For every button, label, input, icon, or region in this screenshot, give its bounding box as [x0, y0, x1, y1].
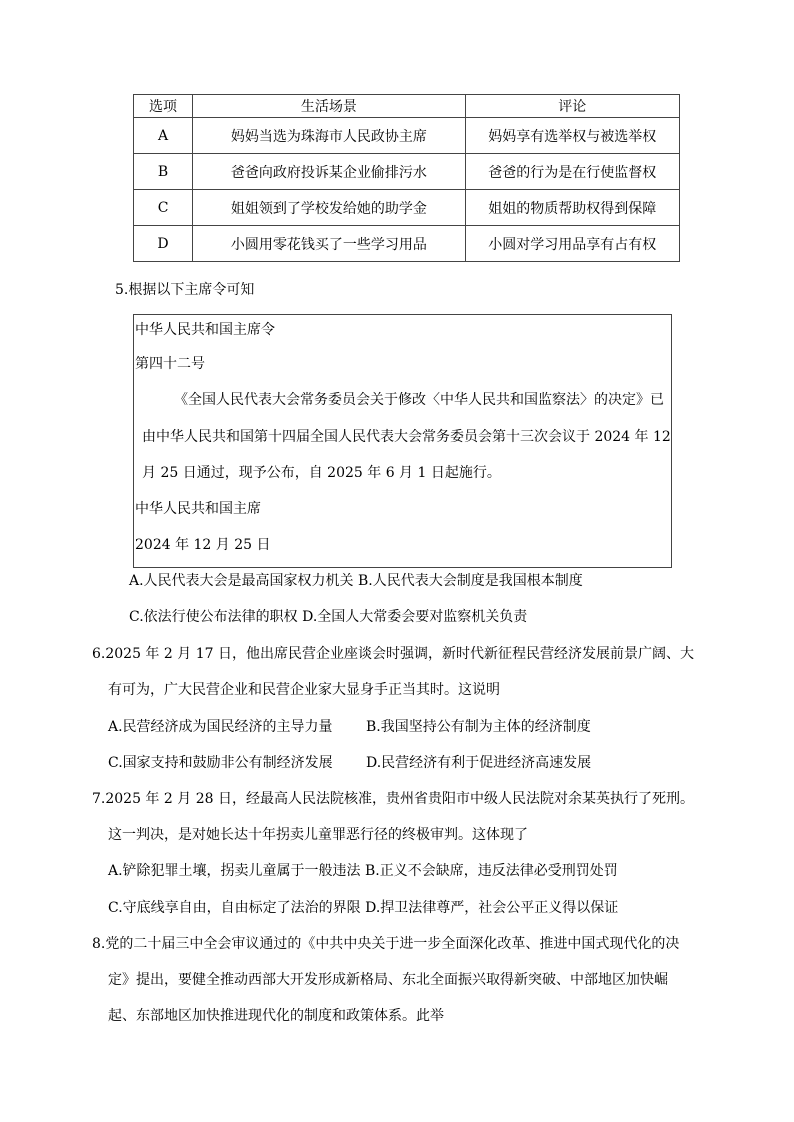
table-header-row	[134, 95, 680, 118]
row-comment: 姐姐的物质帮助权得到保障	[465, 190, 679, 226]
decree-body-line-2: 由中华人民共和国第十四届全国人民代表大会常务委员会第十三次会议于 2024 年 12	[142, 429, 671, 445]
decree-body-line-1: 《全国人民代表大会常务委员会关于修改〈中华人民共和国监察法〉的决定》已	[174, 392, 664, 408]
q6-option-b: B.我国坚持公有制为主体的经济制度	[366, 719, 591, 735]
row-option: C	[134, 190, 193, 226]
q8-stem-line-1: 8.党的二十届三中全会审议通过的《中共中央关于进一步全面深化改革、推进中国式现代化的决	[92, 936, 680, 952]
q7-stem-line-2: 这一判决，是对她长达十年拐卖儿童罪恶行径的终极审判。这体现了	[108, 827, 528, 843]
row-option: B	[134, 154, 193, 190]
q8-stem-line-3: 起、东部地区加快推进现代化的制度和政策体系。此举	[108, 1008, 444, 1024]
q6-option-a: A.民营经济成为国民经济的主导力量	[108, 719, 333, 735]
table-row	[134, 190, 680, 226]
q6-stem-line-2: 有可为，广大民营企业和民营企业家大显身手正当其时。这说明	[108, 682, 500, 698]
q6-option-c: C.国家支持和鼓励非公有制经济发展	[108, 755, 333, 771]
row-option: A	[134, 118, 193, 154]
table-row	[134, 154, 680, 190]
row-scene: 爸爸向政府投诉某企业偷排污水	[193, 154, 465, 190]
q6-option-d: D.民营经济有利于促进经济高速发展	[366, 755, 592, 771]
decree-signer: 中华人民共和国主席	[135, 501, 261, 517]
q5-options-line-2: C.依法行使公布法律的职权 D.全国人大常委会要对监察机关负责	[129, 609, 528, 625]
q7-stem-line-1: 7.2025 年 2 月 28 日，经最高人民法院核准，贵州省贵阳市中级人民法院对余某英执行了死刑。	[92, 791, 694, 807]
q8-stem-line-2: 定》提出，要健全推动西部大开发形成新格局、东北全面振兴取得新突破、中部地区加快崛	[108, 972, 668, 988]
header-scene: 生活场景	[193, 95, 465, 118]
decree-date: 2024 年 12 月 25 日	[135, 537, 271, 553]
header-comment: 评论	[465, 95, 679, 118]
row-comment: 小圆对学习用品享有占有权	[465, 226, 679, 262]
q7-options-line-1: A.铲除犯罪土壤，拐卖儿童属于一般违法 B.正义不会缺席，违反法律必受刑罚处罚	[108, 863, 618, 879]
decree-number: 第四十二号	[135, 356, 205, 372]
q7-options-line-2: C.守底线享自由，自由标定了法治的界限 D.捍卫法律尊严，社会公平正义得以保证	[108, 900, 619, 916]
q5-stem: 5.根据以下主席令可知	[115, 282, 255, 298]
decree-box	[133, 314, 672, 568]
row-scene: 小圆用零花钱买了一些学习用品	[193, 226, 465, 262]
q6-stem-line-1: 6.2025 年 2 月 17 日，他出席民营企业座谈会时强调，新时代新征程民营经济发展前景广阔、大	[92, 646, 694, 662]
row-scene: 妈妈当选为珠海市人民政协主席	[193, 118, 465, 154]
header-option: 选项	[134, 95, 193, 118]
row-comment: 爸爸的行为是在行使监督权	[465, 154, 679, 190]
options-table	[133, 94, 680, 262]
row-scene: 姐姐领到了学校发给她的助学金	[193, 190, 465, 226]
table-row	[134, 118, 680, 154]
row-option: D	[134, 226, 193, 262]
decree-body-line-3: 月 25 日通过，现予公布，自 2025 年 6 月 1 日起施行。	[142, 465, 501, 481]
q5-options-line-1: A.人民代表大会是最高国家权力机关 B.人民代表大会制度是我国根本制度	[129, 573, 583, 589]
table-row	[134, 226, 680, 262]
decree-title: 中华人民共和国主席令	[135, 322, 275, 338]
row-comment: 妈妈享有选举权与被选举权	[465, 118, 679, 154]
